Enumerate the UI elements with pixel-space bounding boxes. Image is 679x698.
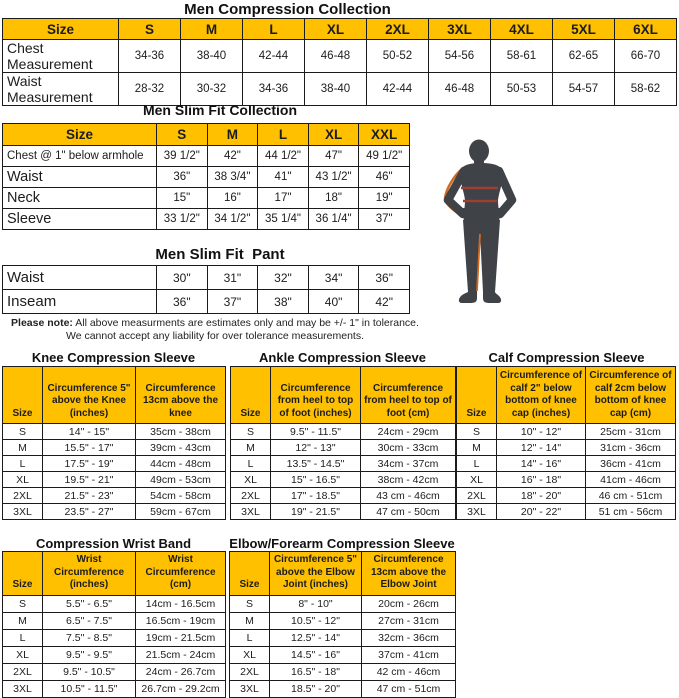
value-cell: 59cm - 67cm xyxy=(136,504,226,520)
value-cell: 16.5cm - 19cm xyxy=(136,612,226,629)
size-cell: M xyxy=(3,612,43,629)
value-cell: 17.5" - 19" xyxy=(43,456,136,472)
table-row xyxy=(3,188,410,209)
knee-sleeve-table xyxy=(2,366,226,520)
column-header: M xyxy=(207,124,258,146)
men-slim-fit-pant-table xyxy=(2,265,410,314)
value-cell: 37" xyxy=(359,209,410,230)
value-cell: 20cm - 26cm xyxy=(362,595,456,612)
man-silhouette-figure xyxy=(435,130,530,320)
table-row xyxy=(3,40,677,73)
value-cell: 14" - 15" xyxy=(43,424,136,440)
value-cell: 38 3/4" xyxy=(207,167,258,188)
value-cell: 36" xyxy=(359,266,410,290)
note-line2: We cannot accept any liability for over tolerance measurements. xyxy=(65,330,365,342)
value-cell: 42 cm - 46cm xyxy=(362,663,456,680)
value-cell: 51 cm - 56cm xyxy=(586,504,676,520)
table-row xyxy=(457,488,676,504)
table-row xyxy=(3,73,677,106)
size-cell: 3XL xyxy=(3,680,43,697)
table-row xyxy=(3,146,410,167)
value-cell: 12" - 13" xyxy=(271,440,361,456)
column-header: L xyxy=(258,124,309,146)
figure-right-foot xyxy=(483,292,501,303)
tolerance-note xyxy=(0,317,430,343)
row-label: Chest Measurement xyxy=(3,40,119,73)
size-cell: L xyxy=(230,629,270,646)
value-cell: 10" - 12" xyxy=(497,424,586,440)
header-row xyxy=(3,552,226,596)
column-header: XL xyxy=(308,124,359,146)
column-header: 6XL xyxy=(615,19,677,40)
value-cell: 10.5" - 11.5" xyxy=(43,680,136,697)
value-cell: 19" xyxy=(359,188,410,209)
table-row xyxy=(230,595,456,612)
table-row xyxy=(3,680,226,697)
value-cell: 24cm - 29cm xyxy=(361,424,456,440)
table-row xyxy=(230,612,456,629)
value-cell: 31cm - 36cm xyxy=(586,440,676,456)
row-label: Chest @ 1" below armhole xyxy=(3,146,157,167)
value-cell: 35 1/4" xyxy=(258,209,309,230)
value-cell: 15" - 16.5" xyxy=(271,472,361,488)
size-cell: 2XL xyxy=(457,488,497,504)
value-cell: 21.5cm - 24cm xyxy=(136,646,226,663)
table-row xyxy=(3,472,226,488)
size-cell: S xyxy=(457,424,497,440)
value-cell: 5.5" - 6.5" xyxy=(43,595,136,612)
men-compression-collection-title: Men Compression Collection xyxy=(184,1,391,18)
size-cell: 2XL xyxy=(231,488,271,504)
men-slim-fit-collection-title: Men Slim Fit Collection xyxy=(142,102,297,118)
note-line1: All above measurments are estimates only and may be +/- 1" in tolerance. xyxy=(75,317,419,329)
value-cell: 43 cm - 46cm xyxy=(361,488,456,504)
value-cell: 25cm - 31cm xyxy=(586,424,676,440)
table-row xyxy=(457,456,676,472)
size-cell: L xyxy=(231,456,271,472)
table-row xyxy=(457,472,676,488)
size-column-header: Size xyxy=(231,367,271,424)
row-label: Inseam xyxy=(3,290,157,314)
value-cell: 18.5" - 20" xyxy=(270,680,362,697)
value-cell: 9.5" - 11.5" xyxy=(271,424,361,440)
value-cell: 16" xyxy=(207,188,258,209)
value-cell: 37" xyxy=(207,290,258,314)
size-cell: M xyxy=(231,440,271,456)
table-row xyxy=(3,488,226,504)
value-cell: 18" - 20" xyxy=(497,488,586,504)
value-cell: 15" xyxy=(157,188,208,209)
size-cell: XL xyxy=(457,472,497,488)
table-row xyxy=(457,424,676,440)
value-cell: 35cm - 38cm xyxy=(136,424,226,440)
knee-sleeve-title: Knee Compression Sleeve xyxy=(31,350,196,365)
table-row xyxy=(3,504,226,520)
value-cell: 42" xyxy=(207,146,258,167)
value-cell: 32" xyxy=(258,266,309,290)
table-row xyxy=(3,209,410,230)
value-cell: 8" - 10" xyxy=(270,595,362,612)
table-row xyxy=(231,424,456,440)
size-column-header: Size xyxy=(3,552,43,596)
value-cell: 34" xyxy=(308,266,359,290)
value-cell: 54-56 xyxy=(429,40,491,73)
value-cell: 13.5" - 14.5" xyxy=(271,456,361,472)
table-row xyxy=(231,456,456,472)
size-cell: XL xyxy=(3,646,43,663)
value-cell: 15.5" - 17" xyxy=(43,440,136,456)
value-cell: 38-40 xyxy=(181,40,243,73)
value-cell: 28-32 xyxy=(119,73,181,106)
table-row xyxy=(231,440,456,456)
value-cell: 58-62 xyxy=(615,73,677,106)
value-cell: 21.5" - 23" xyxy=(43,488,136,504)
size-cell: XL xyxy=(231,472,271,488)
size-cell: M xyxy=(457,440,497,456)
column-header: Circumference 5" above the Elbow Joint (inches) xyxy=(270,552,362,596)
row-label: Waist xyxy=(3,167,157,188)
value-cell: 14.5" - 16" xyxy=(270,646,362,663)
value-cell: 41cm - 46cm xyxy=(586,472,676,488)
header-row xyxy=(3,124,410,146)
value-cell: 50-52 xyxy=(367,40,429,73)
table-row xyxy=(457,440,676,456)
value-cell: 16.5" - 18" xyxy=(270,663,362,680)
value-cell: 34-36 xyxy=(243,73,305,106)
value-cell: 66-70 xyxy=(615,40,677,73)
value-cell: 46 cm - 51cm xyxy=(586,488,676,504)
table-row xyxy=(3,612,226,629)
size-column-header: Size xyxy=(230,552,270,596)
size-cell: S xyxy=(231,424,271,440)
size-cell: L xyxy=(3,629,43,646)
value-cell: 9.5" - 9.5" xyxy=(43,646,136,663)
value-cell: 36 1/4" xyxy=(308,209,359,230)
wrist-band-table xyxy=(2,551,226,698)
value-cell: 30" xyxy=(157,266,208,290)
column-header: Circumference 13cm above the knee xyxy=(136,367,226,424)
value-cell: 10.5" - 12" xyxy=(270,612,362,629)
value-cell: 37cm - 41cm xyxy=(362,646,456,663)
ankle-sleeve-title: Ankle Compression Sleeve xyxy=(259,350,426,365)
table-row xyxy=(457,504,676,520)
value-cell: 18" xyxy=(308,188,359,209)
value-cell: 9.5" - 10.5" xyxy=(43,663,136,680)
size-cell: S xyxy=(3,595,43,612)
column-header: 2XL xyxy=(367,19,429,40)
value-cell: 20" - 22" xyxy=(497,504,586,520)
value-cell: 7.5" - 8.5" xyxy=(43,629,136,646)
table-row xyxy=(231,488,456,504)
size-cell: 3XL xyxy=(230,680,270,697)
table-row xyxy=(3,167,410,188)
column-header: M xyxy=(181,19,243,40)
ankle-sleeve-table xyxy=(230,366,456,520)
row-label: Waist xyxy=(3,266,157,290)
value-cell: 58-61 xyxy=(491,40,553,73)
value-cell: 43 1/2" xyxy=(308,167,359,188)
row-label: Sleeve xyxy=(3,209,157,230)
value-cell: 46" xyxy=(359,167,410,188)
size-cell: S xyxy=(230,595,270,612)
column-header: 5XL xyxy=(553,19,615,40)
value-cell: 24cm - 26.7cm xyxy=(136,663,226,680)
column-header: S xyxy=(119,19,181,40)
value-cell: 62-65 xyxy=(553,40,615,73)
size-cell: 2XL xyxy=(230,663,270,680)
size-cell: 3XL xyxy=(231,504,271,520)
value-cell: 16" - 18" xyxy=(497,472,586,488)
row-label: Waist Measurement xyxy=(3,73,119,106)
column-header: 4XL xyxy=(491,19,553,40)
value-cell: 42-44 xyxy=(243,40,305,73)
value-cell: 14" - 16" xyxy=(497,456,586,472)
table-row xyxy=(3,440,226,456)
value-cell: 31" xyxy=(207,266,258,290)
size-cell: 2XL xyxy=(3,663,43,680)
value-cell: 39 1/2" xyxy=(157,146,208,167)
value-cell: 41" xyxy=(258,167,309,188)
header-row xyxy=(3,19,677,40)
column-header: S xyxy=(157,124,208,146)
size-column-header: Size xyxy=(457,367,497,424)
column-header: Wrist Circumference (cm) xyxy=(136,552,226,596)
column-header: Circumference of calf 2" below bottom of knee cap (inches) xyxy=(497,367,586,424)
value-cell: 38cm - 42cm xyxy=(361,472,456,488)
value-cell: 38" xyxy=(258,290,309,314)
row-label: Neck xyxy=(3,188,157,209)
value-cell: 19.5" - 21" xyxy=(43,472,136,488)
value-cell: 38-40 xyxy=(305,73,367,106)
table-row xyxy=(3,456,226,472)
figure-left-foot xyxy=(459,292,477,303)
column-header: Circumference from heel to top of foot (inches) xyxy=(271,367,361,424)
size-column-header: Size xyxy=(3,19,119,40)
header-row xyxy=(457,367,676,424)
value-cell: 40" xyxy=(308,290,359,314)
column-header: XL xyxy=(305,19,367,40)
header-row xyxy=(230,552,456,596)
figure-right-leg xyxy=(480,220,500,292)
value-cell: 32cm - 36cm xyxy=(362,629,456,646)
value-cell: 47" xyxy=(308,146,359,167)
table-row xyxy=(230,646,456,663)
value-cell: 19cm - 21.5cm xyxy=(136,629,226,646)
calf-sleeve-table xyxy=(456,366,676,520)
wrist-band-title: Compression Wrist Band xyxy=(35,536,192,551)
men-slim-fit-collection-table xyxy=(2,123,410,230)
table-row xyxy=(3,266,410,290)
value-cell: 12" - 14" xyxy=(497,440,586,456)
elbow-sleeve-table xyxy=(229,551,456,698)
table-row xyxy=(230,629,456,646)
value-cell: 34cm - 37cm xyxy=(361,456,456,472)
header-row xyxy=(3,367,226,424)
value-cell: 23.5" - 27" xyxy=(43,504,136,520)
value-cell: 54cm - 58cm xyxy=(136,488,226,504)
value-cell: 36" xyxy=(157,290,208,314)
size-cell: XL xyxy=(230,646,270,663)
size-cell: XL xyxy=(3,472,43,488)
table-row xyxy=(3,424,226,440)
value-cell: 34-36 xyxy=(119,40,181,73)
value-cell: 54-57 xyxy=(553,73,615,106)
value-cell: 12.5" - 14" xyxy=(270,629,362,646)
men-compression-collection-table xyxy=(2,18,677,106)
size-cell: 3XL xyxy=(457,504,497,520)
value-cell: 46-48 xyxy=(305,40,367,73)
value-cell: 39cm - 43cm xyxy=(136,440,226,456)
value-cell: 33 1/2" xyxy=(157,209,208,230)
value-cell: 6.5" - 7.5" xyxy=(43,612,136,629)
value-cell: 44cm - 48cm xyxy=(136,456,226,472)
column-header: Wrist Circumference (inches) xyxy=(43,552,136,596)
size-cell: M xyxy=(3,440,43,456)
column-header: Circumference from heel to top of foot (cm) xyxy=(361,367,456,424)
value-cell: 34 1/2" xyxy=(207,209,258,230)
size-cell: L xyxy=(457,456,497,472)
value-cell: 42-44 xyxy=(367,73,429,106)
size-cell: 2XL xyxy=(3,488,43,504)
header-row xyxy=(231,367,456,424)
column-header: Circumference 5" above the Knee (inches) xyxy=(43,367,136,424)
column-header: L xyxy=(243,19,305,40)
size-column-header: Size xyxy=(3,124,157,146)
value-cell: 26.7cm - 29.2cm xyxy=(136,680,226,697)
table-row xyxy=(3,629,226,646)
value-cell: 27cm - 31cm xyxy=(362,612,456,629)
note-label: Please note: xyxy=(11,317,73,329)
column-header: Circumference 13cm above the Elbow Joint xyxy=(362,552,456,596)
table-row xyxy=(3,290,410,314)
table-row xyxy=(230,680,456,697)
table-row xyxy=(230,663,456,680)
elbow-sleeve-title: Elbow/Forearm Compression Sleeve xyxy=(229,536,455,551)
size-cell: 3XL xyxy=(3,504,43,520)
value-cell: 42" xyxy=(359,290,410,314)
value-cell: 30cm - 33cm xyxy=(361,440,456,456)
value-cell: 30-32 xyxy=(181,73,243,106)
table-row xyxy=(3,595,226,612)
value-cell: 36cm - 41cm xyxy=(586,456,676,472)
column-header: XXL xyxy=(359,124,410,146)
column-header: 3XL xyxy=(429,19,491,40)
value-cell: 49 1/2" xyxy=(359,146,410,167)
size-cell: S xyxy=(3,424,43,440)
value-cell: 47 cm - 50cm xyxy=(361,504,456,520)
column-header: Circumference of calf 2cm below bottom of knee cap (cm) xyxy=(586,367,676,424)
value-cell: 50-53 xyxy=(491,73,553,106)
value-cell: 46-48 xyxy=(429,73,491,106)
men-slim-fit-pant-title: Men Slim Fit Pant xyxy=(155,246,285,263)
size-cell: L xyxy=(3,456,43,472)
value-cell: 49cm - 53cm xyxy=(136,472,226,488)
size-cell: M xyxy=(230,612,270,629)
value-cell: 36" xyxy=(157,167,208,188)
value-cell: 47 cm - 51cm xyxy=(362,680,456,697)
value-cell: 19" - 21.5" xyxy=(271,504,361,520)
calf-sleeve-title: Calf Compression Sleeve xyxy=(488,350,645,365)
table-row xyxy=(3,663,226,680)
table-row xyxy=(3,646,226,663)
size-column-header: Size xyxy=(3,367,43,424)
value-cell: 44 1/2" xyxy=(258,146,309,167)
table-row xyxy=(231,472,456,488)
value-cell: 17" xyxy=(258,188,309,209)
value-cell: 14cm - 16.5cm xyxy=(136,595,226,612)
value-cell: 17" - 18.5" xyxy=(271,488,361,504)
table-row xyxy=(231,504,456,520)
